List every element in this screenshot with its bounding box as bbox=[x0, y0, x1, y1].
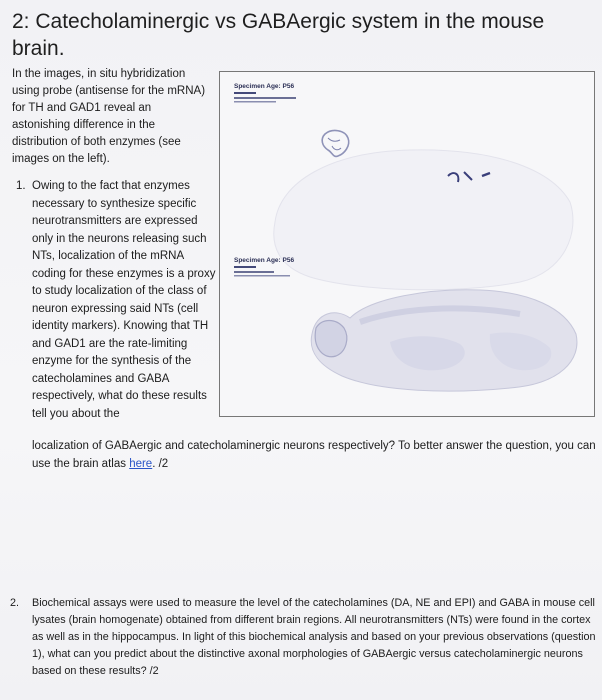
question-2-text: Biochemical assays were used to measure the level of the catecholamines (DA, NE and EPI) and GABA in mouse cell lysates (brain homogenate) obtained from different brain regions. All neurotransmitters (NTs) were found in the cortex as well as in the hippocampus. In light of this biochemical analysis and based on your previous observations (question 1), what can you predict about the distinctive axonal morphologies of GABAergic versus catecholaminergic neurons based on these results? /2 bbox=[32, 597, 596, 677]
page-title: 2: Catecholaminergic vs GABAergic system in the mouse brain. bbox=[12, 10, 545, 60]
question-2-number: 2. bbox=[10, 597, 20, 609]
question-1-points: . /2 bbox=[152, 457, 169, 470]
question-1-text: Owing to the fact that enzymes necessary to synthesize specific neurotransmitters are expressed only in the neurons releasing such NTs, localization of the mRNA coding for these enzymes is a proxy to study localization of the class of neuron expressing said NTs (cell identity markers). Knowing that TH and GAD1 are the rate-limiting enzyme for the synthesis of the catecholamines and GABA respectively, what do these results tell you about the bbox=[32, 180, 216, 420]
th-signal-detail bbox=[332, 146, 341, 150]
th-metadata-line bbox=[234, 92, 256, 94]
gad1-metadata-line bbox=[234, 271, 274, 273]
question-2 bbox=[10, 595, 598, 680]
gad1-olfactory-bulb bbox=[315, 321, 347, 357]
question-1-continued bbox=[32, 438, 602, 473]
gad1-specimen-label: Specimen Age: P56 bbox=[234, 257, 295, 264]
th-metadata-line bbox=[234, 101, 276, 103]
th-signal-region bbox=[322, 131, 349, 157]
brain-atlas-link[interactable]: here bbox=[129, 457, 153, 470]
th-metadata-line bbox=[234, 97, 296, 99]
question-1-text-continued: localization of GABAergic and catecholaminergic neurons respectively? To better answer the question, you can use the brain atlas bbox=[32, 440, 596, 470]
gad1-metadata-line bbox=[234, 266, 256, 268]
th-specimen-label: Specimen Age: P56 bbox=[234, 83, 295, 90]
th-signal-detail bbox=[328, 138, 340, 141]
in-situ-images bbox=[220, 72, 594, 416]
in-situ-figure bbox=[219, 71, 595, 417]
question-1-number: 1. bbox=[16, 180, 26, 192]
gad1-metadata-line bbox=[234, 275, 290, 277]
intro-paragraph: In the images, in situ hybridization using probe (antisense for the mRNA) for TH and GAD1 reveal an astonishing difference in the distribution of both enzymes (see images on the left). bbox=[12, 68, 206, 165]
th-brain-section bbox=[274, 150, 573, 290]
question-1 bbox=[16, 178, 216, 423]
